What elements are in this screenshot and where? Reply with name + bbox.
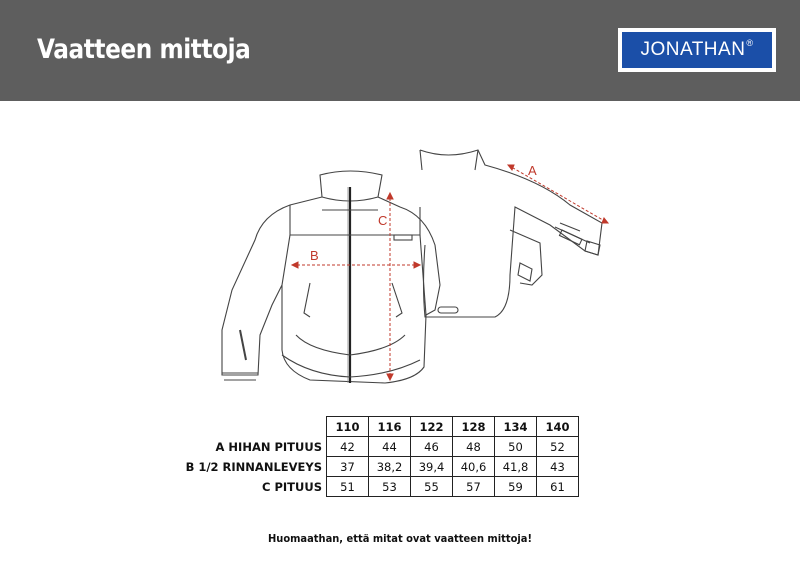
- row-label-length: C PITUUS: [262, 480, 322, 494]
- size-header: 128: [453, 417, 495, 437]
- size-header: 110: [327, 417, 369, 437]
- brand-logo-box: [622, 32, 772, 68]
- size-table: [326, 416, 579, 497]
- row-label-half-chest-width: B 1/2 RINNANLEVEYS: [185, 460, 322, 474]
- table-cell: 55: [411, 477, 453, 497]
- table-header-row: [327, 417, 579, 437]
- table-cell: 42: [327, 437, 369, 457]
- table-cell: 43: [537, 457, 579, 477]
- size-header: 134: [495, 417, 537, 437]
- table-cell: 46: [411, 437, 453, 457]
- footnote: Huomaathan, että mitat ovat vaatteen mittoja!: [267, 532, 533, 545]
- table-cell: 41,8: [495, 457, 537, 477]
- table-cell: 40,6: [453, 457, 495, 477]
- table-cell: 39,4: [411, 457, 453, 477]
- measurement-label-b: B: [310, 248, 319, 263]
- table-cell: 61: [537, 477, 579, 497]
- table-cell: 53: [369, 477, 411, 497]
- size-header: 140: [537, 417, 579, 437]
- jacket-measurement-drawing: [210, 135, 610, 395]
- jacket-back-view: [420, 150, 602, 317]
- table-cell: 59: [495, 477, 537, 497]
- table-cell: 51: [327, 477, 369, 497]
- table-cell: 44: [369, 437, 411, 457]
- table-cell: 48: [453, 437, 495, 457]
- table-row: [327, 437, 579, 457]
- registered-mark: ®: [746, 38, 754, 48]
- brand-logo-text: JONATHAN: [640, 39, 746, 60]
- table-cell: 38,2: [369, 457, 411, 477]
- measurement-label-c: C: [378, 213, 388, 228]
- table-row-labels: [150, 437, 324, 497]
- jacket-front-view: [222, 171, 440, 383]
- table-cell: 57: [453, 477, 495, 497]
- page-title: Vaatteen mittoja: [37, 34, 251, 65]
- table-row: [327, 457, 579, 477]
- table-cell: 52: [537, 437, 579, 457]
- measurement-label-a: A: [528, 163, 537, 178]
- size-header: 122: [411, 417, 453, 437]
- header-bar: [0, 0, 800, 101]
- table-cell: 50: [495, 437, 537, 457]
- size-header: 116: [369, 417, 411, 437]
- row-label-sleeve-length: A HIHAN PITUUS: [215, 440, 322, 454]
- table-row: [327, 477, 579, 497]
- brand-logo: [618, 28, 776, 72]
- table-cell: 37: [327, 457, 369, 477]
